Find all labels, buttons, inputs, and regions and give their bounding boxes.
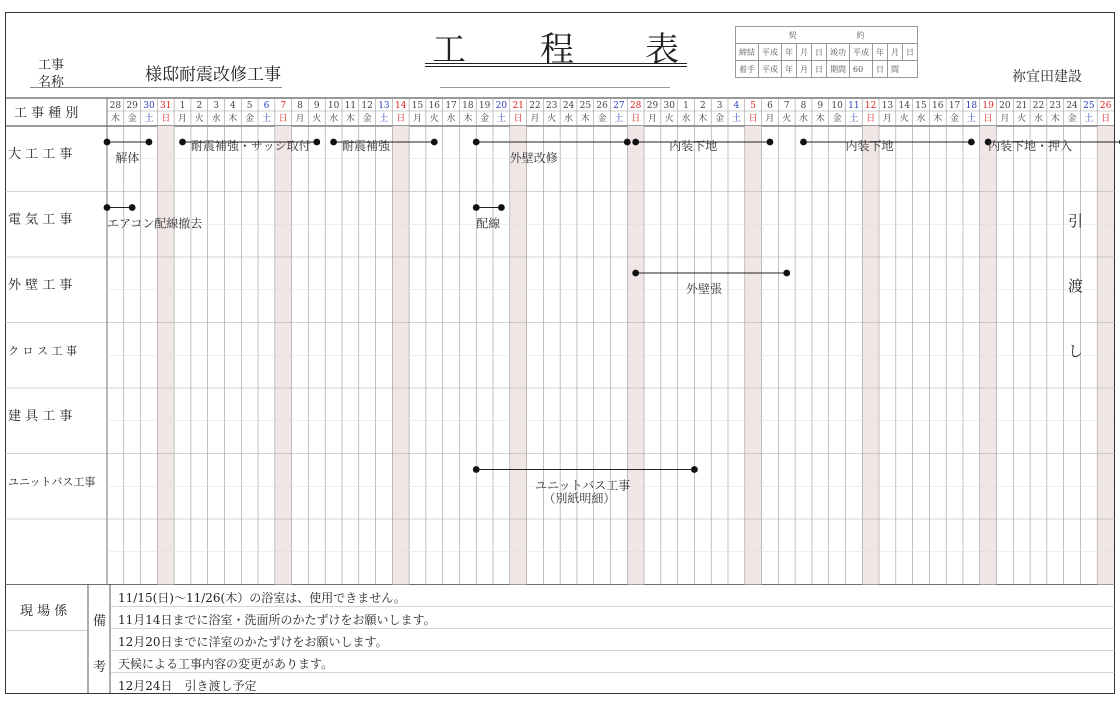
weekday-label: 水: [446, 114, 456, 124]
task-end-dot: [767, 139, 774, 146]
day-number: 29: [646, 101, 659, 111]
row-label: 外 壁 工 事: [8, 278, 73, 293]
day-number: 19: [982, 101, 994, 111]
weekday-label: 月: [295, 114, 305, 124]
day-number: 5: [246, 101, 253, 111]
grid-header-label: 工 事 種 別: [14, 106, 79, 121]
day-number: 16: [932, 101, 944, 111]
weekday-label: 金: [832, 114, 842, 124]
weekday-label: 土: [849, 114, 859, 124]
task-end-dot: [313, 139, 320, 146]
day-number: 10: [327, 101, 340, 111]
day-number: 18: [462, 101, 474, 111]
weekday-label: 水: [211, 114, 221, 124]
weekday-label: 金: [362, 114, 372, 124]
day-number: 14: [394, 101, 407, 111]
weekday-label: 水: [1033, 114, 1043, 124]
weekday-label: 土: [496, 114, 506, 124]
day-number: 22: [529, 101, 541, 111]
weekday-label: 火: [194, 114, 204, 124]
day-number: 7: [783, 101, 790, 111]
day-number: 25: [579, 101, 592, 111]
weekday-label: 木: [228, 114, 238, 124]
task-start-dot: [632, 139, 639, 146]
weekday-label: 木: [110, 114, 120, 124]
task-label: 配線: [476, 216, 501, 231]
task-start-dot: [104, 204, 111, 211]
weekday-label: 木: [345, 114, 355, 124]
weekday-label: 金: [950, 114, 960, 124]
weekday-label: 土: [1084, 114, 1094, 124]
day-number: 28: [109, 101, 122, 111]
weekday-label: 日: [513, 114, 523, 124]
day-number: 21: [512, 101, 524, 111]
day-number: 4: [230, 101, 236, 111]
day-number: 4: [733, 101, 740, 111]
task-label: エアコン配線撤去: [107, 216, 203, 231]
note-3: 12月20日までに洋室のかたずけをお願いします。: [118, 635, 388, 649]
task-start-dot: [330, 139, 337, 146]
weekday-label: 木: [815, 114, 825, 124]
weekday-label: 金: [597, 114, 607, 124]
weekday-label: 土: [966, 114, 976, 124]
task-label: （別紙明細）: [543, 491, 616, 506]
weekday-label: 土: [614, 114, 624, 124]
weekday-label: 土: [731, 114, 741, 124]
weekday-label: 金: [480, 114, 490, 124]
task-start-dot: [104, 139, 111, 146]
day-number: 15: [915, 101, 927, 111]
weekday-label: 日: [278, 114, 288, 124]
task-end-dot: [691, 466, 698, 473]
day-number: 24: [562, 101, 575, 111]
day-number: 25: [1083, 101, 1095, 111]
day-number: 30: [143, 101, 155, 111]
task-label: ユニットバス工事: [534, 478, 631, 493]
weekday-label: 日: [748, 114, 758, 124]
day-number: 9: [817, 101, 824, 111]
note-1: 11/15(日)～11/26(木）の浴室は、使用できません。: [118, 591, 406, 605]
day-number: 26: [1099, 101, 1112, 111]
day-number: 1: [683, 101, 689, 111]
weekday-label: 日: [1101, 114, 1111, 124]
weekday-label: 日: [983, 114, 993, 124]
weekday-label: 月: [412, 114, 422, 124]
note-2: 11月14日までに浴室・洗面所のかたずけをお願いします。: [118, 613, 436, 627]
weekday-label: 金: [715, 114, 725, 124]
day-number: 2: [699, 101, 706, 111]
weekday-label: 火: [547, 114, 557, 124]
weekday-label: 火: [899, 114, 909, 124]
weekday-label: 木: [698, 114, 708, 124]
day-number: 3: [716, 101, 723, 111]
company-name: 祢宜田建設: [1012, 69, 1082, 85]
weekday-label: 水: [564, 114, 574, 124]
day-number: 29: [126, 101, 138, 111]
task-start-dot: [632, 270, 639, 277]
row-label: 大 工 工 事: [8, 147, 73, 162]
day-number: 12: [864, 101, 877, 111]
weekday-label: 水: [681, 114, 691, 124]
day-number: 23: [1049, 101, 1061, 111]
note-5: 12月24日 引き渡し予定: [118, 679, 257, 693]
day-number: 15: [411, 101, 424, 111]
task-end-dot: [129, 204, 136, 211]
row-label: ク ロ ス 工 事: [8, 344, 77, 358]
day-number: 30: [663, 101, 675, 111]
task-label: 耐震補強: [341, 139, 390, 153]
task-label: 内装下地・押入: [988, 139, 1073, 153]
handover-char: し: [1068, 342, 1084, 360]
day-number: 14: [898, 101, 910, 111]
task-end-dot: [498, 204, 505, 211]
day-number: 17: [948, 101, 961, 111]
day-number: 5: [750, 101, 757, 111]
day-number: 8: [297, 101, 303, 111]
task-start-dot: [473, 204, 480, 211]
weekday-label: 月: [765, 114, 775, 124]
task-end-dot: [968, 139, 975, 146]
day-number: 7: [280, 101, 287, 111]
day-number: 10: [831, 101, 843, 111]
title-char-3: 表: [645, 30, 679, 70]
task-label: 外壁改修: [509, 151, 558, 165]
row-label: 建 具 工 事: [8, 409, 73, 424]
handover-char: 引: [1068, 212, 1084, 230]
handover-char: 渡: [1068, 277, 1084, 295]
weekday-label: 月: [178, 114, 188, 124]
day-number: 16: [428, 101, 441, 111]
day-number: 23: [546, 101, 558, 111]
weekday-label: 月: [530, 114, 540, 124]
weekday-label: 土: [379, 114, 389, 124]
task-label: 解体: [115, 151, 140, 165]
biko-char-2: 考: [93, 660, 107, 675]
day-number: 17: [445, 101, 457, 111]
weekday-label: 土: [261, 114, 271, 124]
day-number: 24: [1066, 101, 1078, 111]
weekday-label: 木: [580, 114, 590, 124]
day-number: 11: [344, 101, 357, 111]
task-start-dot: [473, 139, 480, 146]
weekday-label: 金: [245, 114, 255, 124]
weekday-label: 木: [463, 114, 473, 124]
task-end-dot: [624, 139, 631, 146]
day-number: 8: [800, 101, 807, 111]
day-number: 1: [179, 101, 186, 111]
weekday-label: 日: [631, 114, 641, 124]
task-label: 内装下地: [845, 139, 894, 153]
task-start-dot: [473, 466, 480, 473]
day-number: 11: [848, 101, 860, 111]
day-number: 12: [361, 101, 373, 111]
day-number: 13: [881, 101, 894, 111]
contract-table: 契 約 締結 平成 年 月 日 竣功 平成 年 月 日 着手 平成 年 月 日 期間 60 日 間: [735, 26, 918, 78]
koji-label: 工事 名称: [38, 58, 65, 90]
weekday-label: 火: [1017, 114, 1027, 124]
task-end-dot: [146, 139, 153, 146]
day-number: 21: [1015, 101, 1028, 111]
title-char-1: 工: [432, 30, 466, 70]
task-label: 外壁張: [686, 282, 723, 296]
task-end-dot: [431, 139, 438, 146]
day-number: 13: [378, 101, 390, 111]
weekday-label: 水: [329, 114, 339, 124]
task-start-dot: [179, 139, 186, 146]
row-label: ユニットバス工事: [8, 475, 96, 489]
weekday-label: 金: [1067, 114, 1077, 124]
weekday-label: 木: [1050, 114, 1060, 124]
weekday-label: 火: [664, 114, 674, 124]
note-4: 天候による工事内容の変更があります。: [118, 657, 334, 671]
task-end-dot: [783, 270, 790, 277]
weekday-label: 日: [161, 114, 171, 124]
day-number: 9: [313, 101, 320, 111]
weekday-label: 月: [647, 114, 657, 124]
weekday-label: 火: [782, 114, 792, 124]
task-label: 内装下地: [669, 139, 718, 153]
day-number: 28: [629, 101, 642, 111]
weekday-label: 土: [144, 114, 154, 124]
task-label: 耐震補強・サッシ取付: [190, 139, 311, 153]
day-number: 6: [767, 101, 773, 111]
day-number: 6: [263, 101, 270, 111]
day-number: 31: [160, 101, 172, 111]
task-start-dot: [800, 139, 807, 146]
weekday-label: 日: [396, 114, 406, 124]
day-number: 20: [999, 101, 1011, 111]
project-name: 様邸耐震改修工事: [145, 65, 281, 85]
day-number: 2: [196, 101, 203, 111]
weekday-label: 日: [866, 114, 876, 124]
biko-char-1: 備: [93, 614, 107, 629]
weekday-label: 水: [916, 114, 926, 124]
row-label: 電 気 工 事: [8, 212, 73, 228]
day-number: 18: [965, 101, 978, 111]
weekday-label: 火: [429, 114, 439, 124]
day-number: 26: [596, 101, 608, 111]
genba-label: 現 場 係: [20, 604, 68, 619]
day-number: 27: [613, 101, 625, 111]
weekday-label: 火: [312, 114, 322, 124]
weekday-label: 木: [933, 114, 943, 124]
weekday-label: 月: [1000, 114, 1010, 124]
weekday-label: 月: [882, 114, 892, 124]
weekday-label: 金: [127, 114, 137, 124]
weekday-label: 水: [799, 114, 809, 124]
day-number: 19: [478, 101, 491, 111]
day-number: 3: [213, 101, 219, 111]
day-number: 22: [1032, 101, 1045, 111]
title-char-2: 程: [540, 30, 574, 70]
day-number: 20: [495, 101, 508, 111]
